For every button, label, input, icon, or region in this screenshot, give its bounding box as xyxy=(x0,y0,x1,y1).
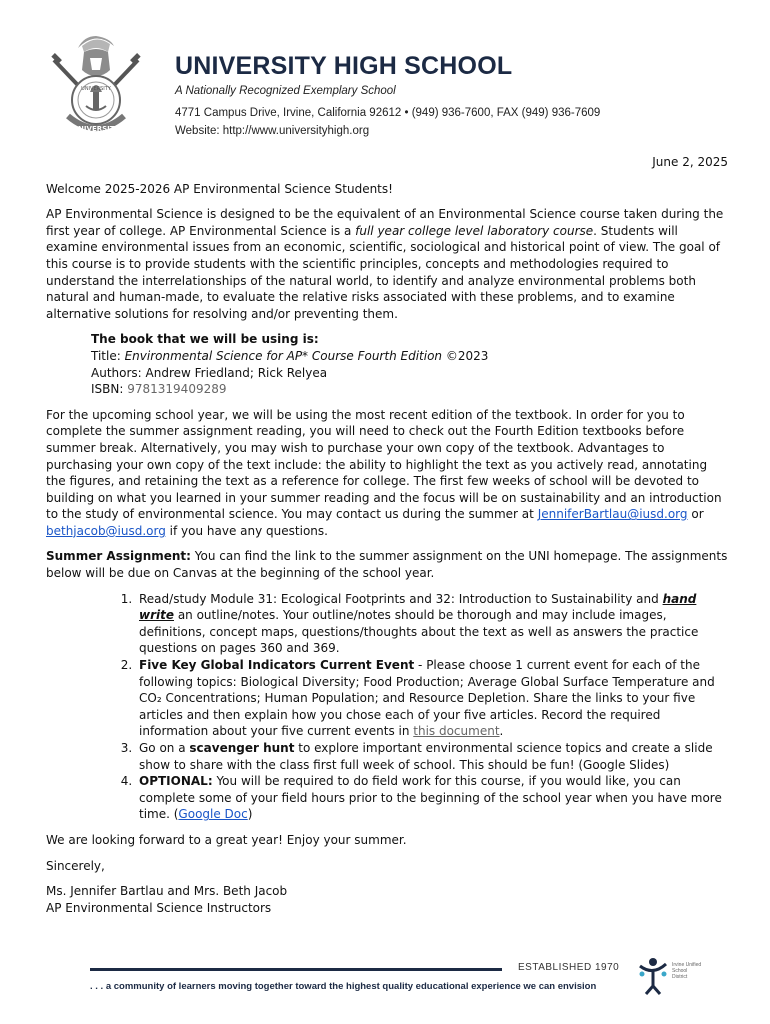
or-text: or xyxy=(687,507,704,522)
assignment-list xyxy=(46,591,728,823)
signature-title: AP Environmental Science Instructors xyxy=(46,900,272,915)
upcoming-text: For the upcoming school year, we will be using the most recent edition of the textbook. In order for you to complete the summer assignment reading, you will need to check out the Fourth Edition textbooks before summer break. Alternatively, you may wish to purchase your own copy of the textbook. Advantages to purchasing your own copy of the text include: the ability to highlight the text as you actively read, annotating the figures, and retaining the text as a reference for college. The first few weeks of school will be devoted to building on what you learned in your summer reading and the focus will be on sustainability and an introduction to the study of environmental science. You may contact us during the summer at xyxy=(46,407,722,522)
book-title: Environmental Science for AP* Course Fourth Edition xyxy=(124,348,443,363)
summer-assignment-text: You can find the link to the summer assignment on the UNI homepage. The assignments below will be due on Canvas at the beginning of the school year. xyxy=(46,549,728,581)
book-title-label: Title: xyxy=(91,348,125,363)
footer-divider xyxy=(90,968,502,971)
letter-greeting: Welcome 2025-2026 AP Environmental Science Students! xyxy=(46,181,393,196)
established-year: ESTABLISHED 1970 xyxy=(518,962,620,973)
letter-body xyxy=(46,154,728,916)
intro-text-2: . Students will examine environmental issues from an economic, scientific, sociological and historical point of view. The goal of this course is to provide students with the scientific principles, concepts and methodologies required to understand the interrelationships of the natural world, to identify and analyze environmental problems both natural and human-made, to evaluate the relative risks associated with these problems, and to examine alternative solutions for resolving and/or preventing them. xyxy=(46,223,721,321)
book-info xyxy=(91,331,728,397)
footer-tagline: . . . a community of learners moving together toward the highest quality educational experience we can envision xyxy=(90,981,597,992)
assignment-4-text: You will be required to do field work for this course, if you would like, you can complete some of your field hours prior to the beginning of the school year when you have more time. ( xyxy=(139,774,722,822)
school-website: Website: http://www.universityhigh.org xyxy=(175,125,370,137)
assignment-3-bold: scavenger hunt xyxy=(189,741,295,755)
assignment-item-4 xyxy=(136,773,728,823)
assignment-item-2 xyxy=(136,657,728,740)
summer-assignment-paragraph xyxy=(46,548,728,581)
book-isbn: 9781319409289 xyxy=(127,382,227,397)
seal-ribbon-text: UNIVERSITY xyxy=(72,125,120,133)
email-link-bartlau[interactable]: JenniferBartlau@iusd.org xyxy=(537,507,688,522)
assignment-4-text-2: ) xyxy=(247,807,253,822)
sincerely: Sincerely, xyxy=(46,858,105,873)
assignment-2-text-2: . xyxy=(499,724,504,739)
google-doc-link[interactable]: Google Doc xyxy=(178,807,248,822)
book-authors: Authors: Andrew Friedland; Rick Relyea xyxy=(91,365,328,380)
school-address: 4771 Campus Drive, Irvine, California 92612 • (949) 936-7600, FAX (949) 936-7609 xyxy=(175,107,601,119)
assignment-item-1 xyxy=(136,591,728,657)
seal-inner-text: UNIVERSITY xyxy=(81,86,111,92)
school-seal-logo xyxy=(48,30,144,138)
intro-italic: full year college level laboratory course xyxy=(355,223,594,238)
assignment-1-emphasis: hand write xyxy=(139,591,697,623)
assignment-3-text: Go on a xyxy=(139,741,190,755)
summer-assignment-label: Summer Assignment: xyxy=(46,549,191,564)
assignment-1-text-2: an outline/notes. Your outline/notes should be thorough and may include images, definitions, concept maps, questions/thoughts about the text as well as answers the practice questions on pages 360 and 369. xyxy=(139,608,699,656)
upcoming-paragraph xyxy=(46,407,728,540)
assignment-3-text-2: to explore important environmental science topics and create a slide show to share with the class first full week of school. This should be fun! (Google Slides) xyxy=(139,741,713,772)
school-tagline: A Nationally Recognized Exemplary School xyxy=(175,85,396,97)
assignment-item-3 xyxy=(136,740,728,773)
contact-suffix: if you have any questions. xyxy=(165,523,328,538)
this-document-link[interactable]: this document xyxy=(413,724,500,739)
letterhead xyxy=(40,22,740,142)
intro-paragraph xyxy=(46,206,728,322)
assignment-4-label: OPTIONAL: xyxy=(139,774,213,789)
book-title-suffix: ©2023 xyxy=(442,348,489,363)
book-isbn-label: ISBN: xyxy=(91,382,128,397)
district-logo-text: Irvine Unified School District xyxy=(672,962,702,980)
school-name: UNIVERSITY HIGH SCHOOL xyxy=(175,52,513,80)
letter-date: June 2, 2025 xyxy=(652,155,728,169)
book-heading: The book that we will be using is: xyxy=(91,332,319,347)
book-title-line xyxy=(91,348,728,365)
email-link-jacob[interactable]: bethjacob@iusd.org xyxy=(46,523,166,538)
assignment-1-text: Read/study Module 31: Ecological Footprints and 32: Introduction to Sustainability and xyxy=(139,591,663,606)
closing-line: We are looking forward to a great year! Enjoy your summer. xyxy=(46,832,407,847)
assignment-2-text: - Please choose 1 current event for each of the following topics: Biological Diversity; Food Production; Average Global Surface Temperature and CO₂ Concentrations; Human Population; and Resource Depletion. Share the links to your five articles and then explain how you chose each of your five articles. Record the required information about your five current events in xyxy=(139,658,715,739)
signature-names: Ms. Jennifer Bartlau and Mrs. Beth Jacob xyxy=(46,884,288,899)
book-isbn-line xyxy=(91,381,728,398)
assignment-2-title: Five Key Global Indicators Current Event xyxy=(139,658,415,673)
intro-text-1: AP Environmental Science is designed to be the equivalent of an Environmental Science course taken during the first year of college. AP Environmental Science is a xyxy=(46,207,724,238)
district-logo-icon xyxy=(636,956,670,996)
